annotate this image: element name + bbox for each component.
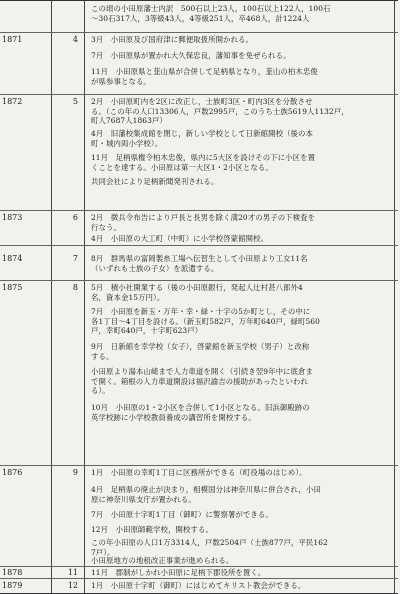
event-text: 3月 小田原及び国府津に郵便取扱所開かれる。 [91,35,254,44]
era-year-label: 4 [72,35,78,44]
era-year-label: 9 [72,468,78,477]
event-text: 11月 足柄県権令柏木忠俊，県内に5大区を設けその下に小区を置 くことを達する。小田原は第一大区1・2小区となる。 [91,153,316,172]
row-divider [0,566,398,567]
row-divider [0,578,398,579]
event-text: 9月 日新館を幸学校（女子），啓蒙館を新玉学校（男子）と改称 する。 [91,342,310,361]
event-text: 4月 足柄県の廃止が決まり，相模国分は神奈川県に併合され，小田 原に神奈川県支庁が置かれる。 [91,485,321,504]
event-text: 2月 徴兵令布告により戸長と長男を除く満20才の男子の下検査を 行なう。 [91,213,316,232]
year-label: 1878 [2,568,23,577]
column-divider-right [394,1,395,593]
year-label: 1876 [2,468,23,477]
year-label: 1874 [2,254,23,263]
event-text: この年小田原の人口1万3314人，戸数2504戸（士族877戸，平民162 7戸）。 [91,538,328,557]
event-text: 4月 旧藩校集成館を閉じ，新しい学校として日新館開校（後の本 町・城内両小学校）。 [91,129,314,148]
event-text: 小田原より湯本山崎まで人力車道を開く（引続き翌9年中に底倉ま で開く。箱根の人力車道開設は福沢諭吉の援助があったといわれ る）。 [91,367,314,396]
row-divider [0,210,398,211]
event-text: 7月 小田原十字町1丁目（御町）に警察署ができる。 [91,510,273,519]
event-text: 小田原地方の地租改正事業が進められる。 [91,556,234,565]
event-text: 5月 積小社開業する（後の小田原銀行，発起人辻村甚八郎外4 名，資本金15万円）。 [91,283,303,302]
era-year-label: 5 [72,97,78,106]
event-text: 11月 郡制がしかれ小田原に足柄下郡役所を置く。 [91,568,266,577]
year-label: 1875 [2,283,23,292]
row-divider [0,94,398,95]
event-text: 4月 小田原の大工町（中町）に小学校啓蒙館開校。 [91,234,269,243]
year-label: 1872 [2,97,23,106]
event-text: 1月 小田原の幸町1丁目に区務所ができる（町役場のはじめ）。 [91,468,307,477]
event-text: 11月 小田原県と韮山県が合併して足柄県となり，韮山の柏木忠俊 が県参事となる。 [91,67,318,86]
era-year-label: 6 [72,213,78,222]
era-year-label: 12 [67,581,78,590]
column-divider-year [51,1,52,593]
event-text: 10月 小田原の1・2小区を合併して1小区となる。旧浜御殿跡の 英学校跡に小学校教員養成の講習所を開校する。 [91,403,310,422]
event-text: 2月 小田原町内を2区に改正し，士族町3区・町内3区を分散させ る。（この年の人口13306人，戸数2995戸，このうち士族5619人1132戸， 町人7687人1863戸） [91,97,349,126]
event-text: 8月 群馬県の富岡製糸工場へ伝習生として小田原より工女11名 （いずれも士族の子女）を派遣する。 [91,254,308,273]
year-label: 1873 [2,213,23,222]
row-divider [0,245,398,246]
event-text: 共同会社により足柄新聞発刊される。 [91,177,219,186]
event-text: 7月 小田原県が置かれ大久保忠良，藩知事を免ぜられる。 [91,51,291,60]
event-text: 7月 小田原を新玉・万年・幸・緑・十字の5か町とし，その中に 各1丁目～4丁目を設ける。（新玉町582戸，万年町640戸，緑町560 戸，幸町640戸，十字町623戸） [91,307,320,336]
year-label: 1871 [2,35,23,44]
event-text: この頃の小田原藩士内訳 500石以上23人，100石以上122人，100石 ～30石317人，3等級43人，4等級251人，卒468人，計1224人 [91,4,331,23]
year-label: 1879 [2,581,23,590]
column-divider-era [84,1,85,593]
event-text: 1月 小田原十字町（御町）にはじめてキリスト教会ができる。 [91,581,306,590]
row-divider [0,280,398,281]
event-text: 12月 小田原師範学校，開校する。 [91,525,213,534]
era-year-label: 8 [72,283,78,292]
row-divider [0,32,398,33]
era-year-label: 11 [67,568,78,577]
era-year-label: 7 [72,254,78,263]
row-divider [0,465,398,466]
